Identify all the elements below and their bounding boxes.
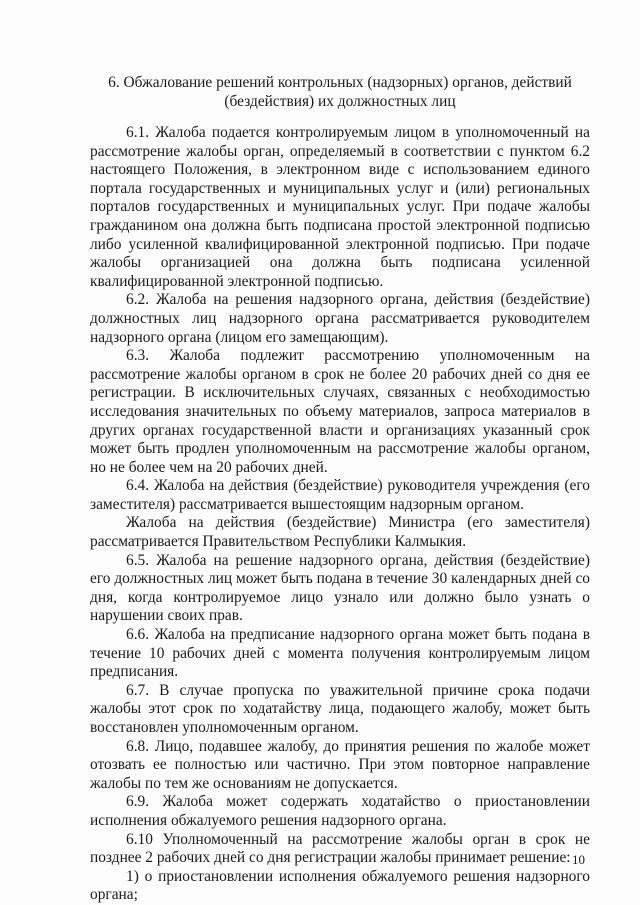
paragraph-6-2: 6.2. Жалоба на решения надзорного органа, действия (бездействие) должностных лиц надзорного органа рассматривается руководителем надзорного органа (лицом его замещающим). (90, 291, 590, 346)
section-heading-line-2: (бездействия) их должностных лиц (224, 92, 456, 110)
page-number: 10 (572, 852, 585, 867)
paragraph-6-5: 6.5. Жалоба на решение надзорного органа, действия (бездействие) его должностных лиц может быть подана в течение 30 календарных дней со дня, когда контролируемое лицо узнало или должно было узнать о нарушении своих прав. (90, 551, 590, 625)
paragraph-6-4: 6.4. Жалоба на действия (бездействие) руководителя учреждения (его заместителя) рассматривается вышестоящим надзорным органом. (90, 477, 590, 513)
section-heading (90, 74, 590, 111)
paragraph-6-3: 6.3. Жалоба подлежит рассмотрению уполномоченным на рассмотрение жалобы органом в срок не более 20 рабочих дней со дня ее регистрации. В исключительных случаях, связанных с необходимостью исследования значительных по объему материалов, запроса материалов в других органах государственной власти и организациях указанный срок может быть продлен уполномоченным на рассмотрение жалобы органом, но не более чем на 20 рабочих дней. (90, 347, 590, 476)
paragraph-6-8: 6.8. Лицо, подавшее жалобу, до принятия решения по жалобе может отозвать ее полностью или частично. При этом повторное направление жалобы по тем же основаниям не допускается. (90, 737, 590, 792)
paragraph-6-9: 6.9. Жалоба может содержать ходатайство о приостановлении исполнения обжалуемого решения надзорного органа. (90, 793, 590, 829)
paragraph-6-10: 6.10 Уполномоченный на рассмотрение жалобы орган в срок не позднее 2 рабочих дней со дня регистрации жалобы принимает решение: (90, 830, 590, 867)
section-heading-line-1: 6. Обжалование решений контрольных (надзорных) органов, действий (108, 74, 572, 91)
paragraph-6-6: 6.6. Жалоба на предписание надзорного органа может быть подана в течение 10 рабочих дней с момента получения контролируемым лицом предписания. (90, 626, 590, 681)
document-body (90, 124, 590, 905)
paragraph-6-4-minister: Жалоба на действия (бездействие) Министра (его заместителя) рассматривается Правительством Республики Калмыкия. (90, 514, 590, 551)
paragraph-6-10-item-1: 1) о приостановлении исполнения обжалуемого решения надзорного органа; (90, 867, 590, 904)
paragraph-6-1: 6.1. Жалоба подается контролируемым лицом в уполномоченный на рассмотрение жалобы орган, определяемый в соответствии с пунктом 6.2 настоящего Положения, в электронном виде с использованием единого портала государственных и муниципальных услуг и (или) региональных порталов государственных и муниципальных услуг. При подаче жалобы гражданином она должна быть подписана простой электронной подписью либо усиленной квалифицированной электронной подписью. При подаче жалобы организацией она должна быть подписана усиленной квалифицированной электронной подписью. (90, 124, 590, 290)
paragraph-6-7: 6.7. В случае пропуска по уважительной причине срока подачи жалобы этот срок по ходатайству лица, подающего жалобу, может быть восстановлен уполномоченным органом. (90, 681, 590, 736)
